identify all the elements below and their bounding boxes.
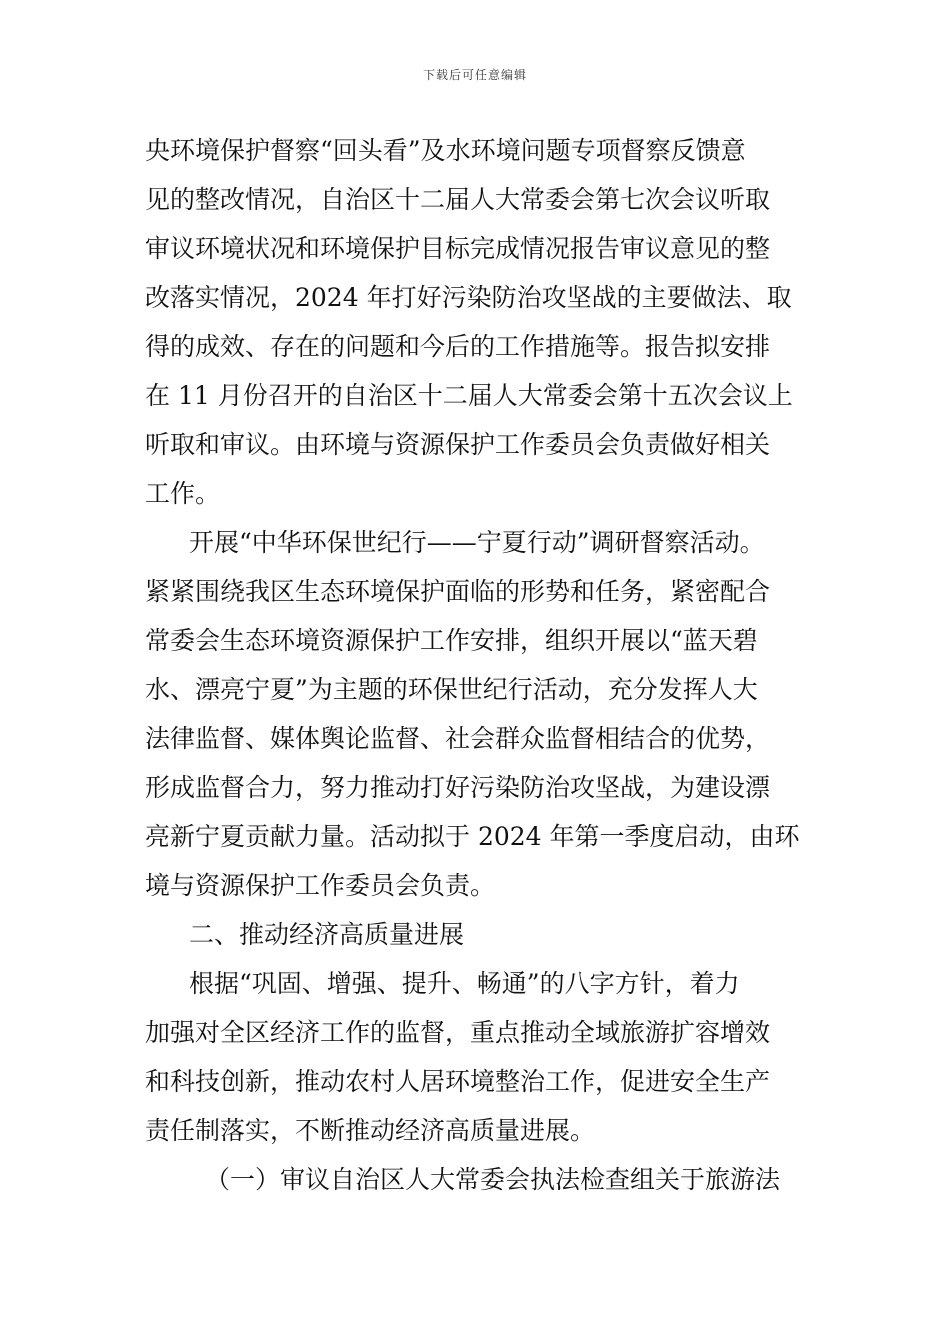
text-line: 亮新宁夏贡献力量。活动拟于 2024 年第一季度启动，由环 — [145, 822, 800, 851]
document-body — [145, 126, 815, 1204]
text-line: 二、推动经济高质量进展 — [189, 920, 465, 949]
text-line: 常委会生态环境资源保护工作安排，组织开展以“蓝天碧 — [145, 626, 758, 655]
text-line: 工作。 — [145, 479, 221, 508]
text-line: 形成监督合力，努力推动打好污染防治攻坚战，为建设漂 — [145, 773, 771, 802]
text-line: 紧紧围绕我区生态环境保护面临的形势和任务，紧密配合 — [145, 577, 771, 606]
text-line: （一）审议自治区人大常委会执法检查组关于旅游法 — [205, 1165, 781, 1194]
text-line: 得的成效、存在的问题和今后的工作措施等。报告拟安排 — [145, 332, 771, 361]
text-line: 加强对全区经济工作的监督，重点推动全域旅游扩容增效 — [145, 1018, 771, 1047]
text-line: 央环境保护督察“回头看”及水环境问题专项督察反馈意 — [145, 136, 746, 165]
text-line: 水、漂亮宁夏”为主题的环保世纪行活动，充分发挥人大 — [145, 675, 758, 704]
text-line: 法律监督、媒体舆论监督、社会群众监督相结合的优势， — [145, 724, 771, 753]
text-line: 改落实情况，2024 年打好污染防治攻坚战的主要做法、取 — [145, 283, 792, 312]
text-line: 和科技创新，推动农村人居环境整治工作，促进安全生产 — [145, 1067, 771, 1096]
page-header: 下载后可任意编辑 — [422, 68, 527, 82]
text-line: 开展“中华环保世纪行——宁夏行动”调研督察活动。 — [189, 528, 765, 557]
text-line: 听取和审议。由环境与资源保护工作委员会负责做好相关 — [145, 430, 771, 459]
text-line: 根据“巩固、增强、提升、畅通”的八字方针，着力 — [189, 969, 740, 998]
text-line: 在 11 月份召开的自治区十二届人大常委会第十五次会议上 — [145, 381, 793, 410]
text-line: 责任制落实，不断推动经济高质量进展。 — [145, 1116, 596, 1145]
text-line: 境与资源保护工作委员会负责。 — [145, 871, 496, 900]
text-line: 见的整改情况，自治区十二届人大常委会第七次会议听取 — [145, 185, 771, 214]
text-line: 审议环境状况和环境保护目标完成情况报告审议意见的整 — [145, 234, 771, 263]
